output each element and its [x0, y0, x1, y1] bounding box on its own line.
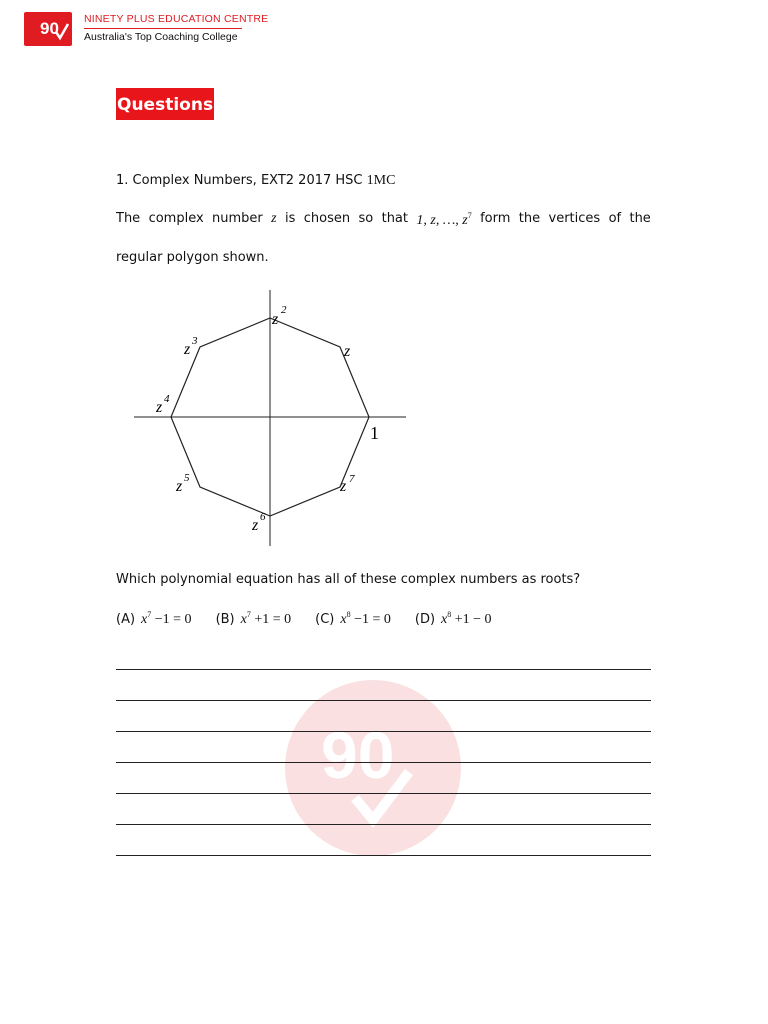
brand-block	[84, 13, 268, 44]
logo-text: 90	[40, 19, 59, 38]
question-number: 1MC	[366, 173, 396, 188]
vertex-label-z7: z	[340, 478, 347, 495]
vertex-label-z5-exp: 5	[184, 472, 190, 484]
answer-line	[116, 855, 651, 856]
stem-word: number	[212, 211, 263, 226]
answer-line	[116, 669, 651, 670]
vertex-label-z4: z	[156, 399, 163, 416]
option-label: (B)	[215, 612, 235, 627]
svg-text:90: 90	[321, 718, 395, 792]
vertex-label-z3-exp: 3	[192, 335, 198, 347]
option-expression: $x^7 +1 = 0$	[240, 610, 292, 627]
stem-word: is	[284, 211, 296, 226]
vertex-label-z2-exp: 2	[281, 304, 287, 316]
option-expression: $x^8 +1 - 0$	[441, 610, 492, 627]
option-label: (C)	[315, 612, 335, 627]
answer-lines	[116, 669, 651, 886]
option-label: (A)	[116, 612, 136, 627]
option-b[interactable]	[216, 610, 292, 628]
stem-word: that	[381, 211, 408, 226]
brand-name: NINETY PLUS EDUCATION CENTRE	[84, 13, 269, 25]
stem-word: The	[116, 211, 141, 226]
stem-word: chosen	[303, 211, 351, 226]
stem-word: of	[608, 211, 622, 226]
answer-options	[116, 610, 516, 628]
stem-word: the	[629, 211, 651, 226]
stem-sequence	[416, 211, 471, 229]
stem-sequence-text: 1, z, …, z	[416, 213, 468, 228]
logo-mark-icon	[24, 12, 72, 46]
vertex-label-z5: z	[176, 478, 183, 495]
option-expression: $x^7 -1 = 0$	[141, 610, 192, 627]
brand-tagline: Australia's Top Coaching College	[84, 31, 238, 43]
option-label: (D)	[414, 612, 436, 627]
answer-line	[116, 762, 651, 763]
vertex-label-z7-exp: 7	[349, 473, 355, 485]
question-title	[116, 173, 395, 189]
answer-line	[116, 700, 651, 701]
vertex-label-z3: z	[184, 341, 191, 358]
question-stem-line1	[116, 211, 651, 229]
question-stem-line2: regular polygon shown.	[116, 250, 269, 265]
stem-word: form	[480, 211, 511, 226]
question-prompt: Which polynomial equation has all of these complex numbers as roots?	[116, 572, 581, 587]
stem-variable: z	[271, 211, 277, 226]
option-c[interactable]	[315, 610, 391, 628]
stem-word: complex	[148, 211, 204, 226]
vertex-label-z: z	[344, 343, 351, 360]
vertex-label-z4-exp: 4	[164, 393, 170, 405]
answer-line	[116, 793, 651, 794]
vertex-label-z6: z	[252, 517, 259, 534]
brand-logo	[24, 12, 72, 46]
vertex-label-1: 1	[370, 423, 379, 443]
section-heading: Questions	[116, 88, 214, 120]
polygon-diagram	[130, 288, 410, 550]
option-expression: $x^8 -1 = 0$	[340, 610, 391, 627]
stem-word: the	[518, 211, 541, 226]
stem-word: so	[358, 211, 374, 226]
stem-exponent: 7	[467, 211, 472, 220]
answer-line	[116, 824, 651, 825]
stem-word: vertices	[548, 211, 601, 226]
option-d[interactable]	[415, 610, 492, 628]
vertex-label-z2: z	[272, 311, 279, 328]
answer-line	[116, 731, 651, 732]
brand-divider	[84, 28, 242, 29]
option-a[interactable]	[116, 610, 192, 628]
vertex-label-z6-exp: 6	[260, 511, 266, 523]
question-title-text: 1. Complex Numbers, EXT2 2017 HSC	[116, 173, 363, 188]
